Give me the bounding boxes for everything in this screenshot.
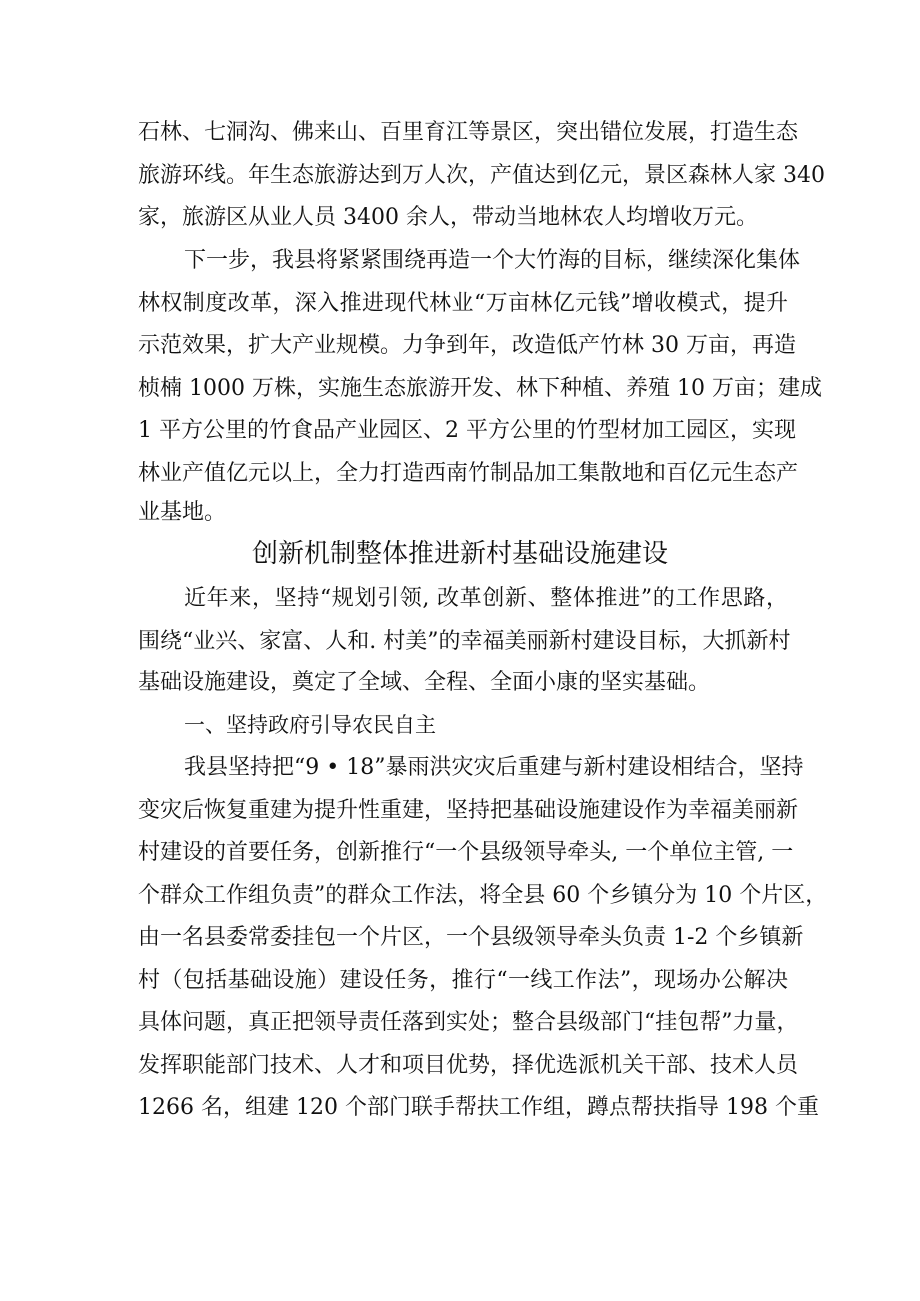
text-line: 桢楠 1000 万株，实施生态旅游开发、林下种植、养殖 10 万亩；建成 bbox=[138, 376, 822, 401]
text-line: 由一名县委常委挂包一个片区，一个县级领导牵头负责 1-2 个乡镇新 bbox=[138, 925, 804, 950]
text-line: 基础设施建设，奠定了全域、全程、全面小康的坚实基础。 bbox=[138, 670, 711, 695]
text-line: 围绕“业兴、家富、人和. 村美”的幸福美丽新村建设目标，大抓新村 bbox=[138, 629, 791, 654]
section-title: 创新机制整体推进新村基础设施建设 bbox=[251, 539, 668, 569]
subsection-title: 一、坚持政府引导农民自主 bbox=[184, 713, 436, 737]
text-line: 村建设的首要任务，创新推行“一个县级领导牵头, 一个单位主管, 一 bbox=[138, 840, 794, 865]
text-line: 家，旅游区从业人员 3400 余人，带动当地林农人均增收万元。 bbox=[138, 205, 758, 230]
text-line: 林业产值亿元以上，全力打造西南竹制品加工集散地和百亿元生态产 bbox=[138, 461, 799, 486]
text-line: 个群众工作组负责”的群众工作法，将全县 60 个乡镇分为 10 个片区， bbox=[138, 883, 828, 908]
text-line: 示范效果，扩大产业规模。力争到年，改造低产竹林 30 万亩，再造 bbox=[138, 333, 796, 358]
text-line: 1266 名，组建 120 个部门联手帮扶工作组，蹲点帮扶指导 198 个重 bbox=[138, 1095, 819, 1120]
text-line: 石林、七洞沟、佛来山、百里育江等景区，突出错位发展，打造生态 bbox=[138, 120, 799, 145]
text-line: 林权制度改革，深入推进现代林业“万亩林亿元钱”增收模式，提升 bbox=[138, 291, 788, 316]
text-line: 1 平方公里的竹食品产业园区、2 平方公里的竹型材加工园区，实现 bbox=[138, 418, 796, 443]
text-line: 近年来，坚持“规划引领, 改革创新、整体推进”的工作思路， bbox=[184, 586, 788, 611]
text-line: 旅游环线。年生态旅游达到万人次，产值达到亿元，景区森林人家 340 bbox=[138, 163, 825, 188]
text-line: 村（包括基础设施）建设任务，推行“一线工作法”，现场办公解决 bbox=[138, 968, 788, 993]
text-line: 下一步，我县将紧紧围绕再造一个大竹海的目标，继续深化集体 bbox=[184, 248, 801, 273]
text-line: 变灾后恢复重建为提升性重建，坚持把基础设施建设作为幸福美丽新 bbox=[138, 798, 799, 823]
text-line: 业基地。 bbox=[138, 500, 227, 525]
text-line: 发挥职能部门技术、人才和项目优势，择优选派机关干部、技术人员 bbox=[138, 1053, 799, 1078]
text-line: 具体问题，真正把领导责任落到实处；整合县级部门“挂包帮”力量， bbox=[138, 1010, 799, 1035]
text-line: 我县坚持把“9 • 18”暴雨洪灾灾后重建与新村建设相结合，坚持 bbox=[184, 755, 804, 780]
